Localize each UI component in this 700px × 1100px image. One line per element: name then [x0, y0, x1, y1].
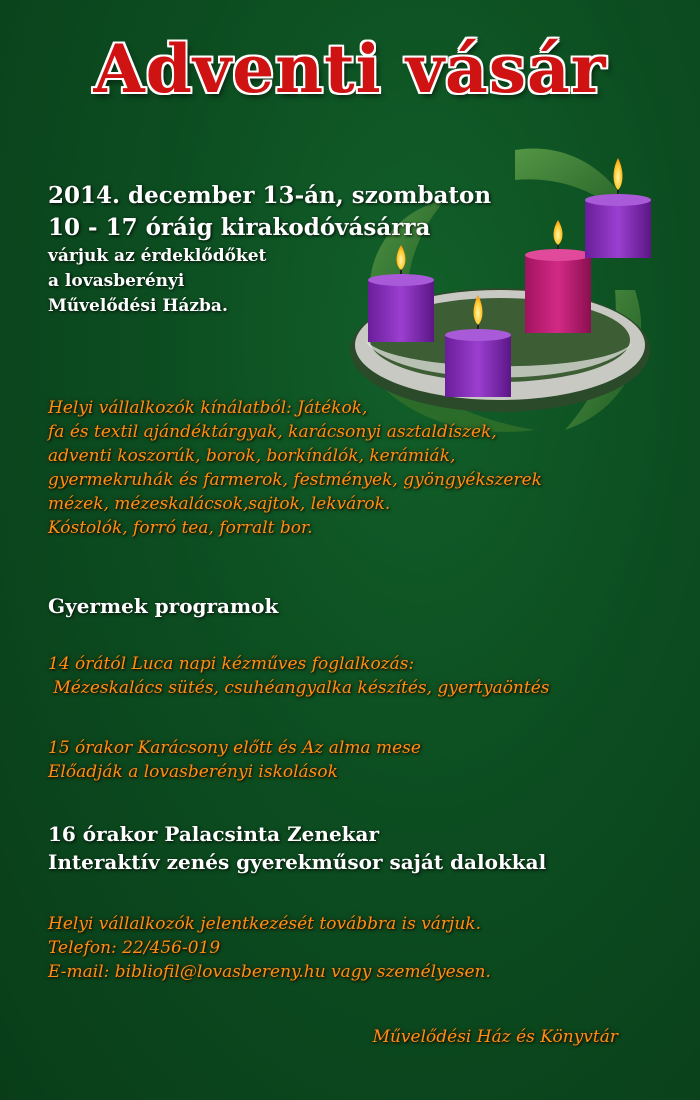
program-alma-mese — [48, 736, 421, 784]
offer-line: gyermekruhák és farmerok, festmények, gyöngyékszerek — [48, 470, 542, 490]
program-luca — [48, 652, 550, 700]
event-info — [48, 180, 491, 319]
program-line: 14 órától Luca napi kézműves foglalkozás: — [48, 654, 415, 674]
event-date: 2014. december 13-án, szombaton — [48, 182, 492, 209]
poster-title: Adventi vásár — [93, 30, 607, 108]
invite-line: Művelődési Házba. — [48, 296, 228, 316]
offer-line: Kóstolók, forró tea, forralt bor. — [48, 518, 313, 538]
offer-line: mézek, mézeskalácsok,sajtok, lekvárok. — [48, 494, 391, 514]
program-line: 16 órakor Palacsinta Zenekar — [48, 822, 380, 846]
signature: Művelődési Ház és Könyvtár — [372, 1027, 618, 1047]
invite-line: várjuk az érdeklődőket — [48, 246, 267, 266]
kids-heading: Gyermek programok — [48, 594, 279, 618]
offer-line: fa és textil ajándéktárgyak, karácsonyi asztaldíszek, — [48, 422, 497, 442]
offer-line: adventi koszorúk, borok, borkínálók, kerámiák, — [48, 446, 456, 466]
program-zenekar — [48, 820, 546, 876]
program-line: Előadják a lovasberényi iskolások — [48, 762, 338, 782]
contact-info — [48, 912, 491, 984]
offer-list — [48, 396, 542, 540]
invite-line: a lovasberényi — [48, 271, 185, 291]
event-time: 10 - 17 óráig kirakodóvásárra — [48, 214, 431, 241]
contact-line: Helyi vállalkozók jelentkezését továbbra is várjuk. — [48, 914, 481, 934]
email-line: E-mail: bibliofil@lovasbereny.hu vagy személyesen. — [48, 962, 491, 982]
program-line: Mézeskalács sütés, csuhéangyalka készítés, gyertyaöntés — [48, 678, 550, 698]
program-line: Interaktív zenés gyerekműsor saját dalokkal — [48, 850, 547, 874]
phone-line: Telefon: 22/456-019 — [48, 938, 221, 958]
offer-line: Helyi vállalkozók kínálatból: Játékok, — [48, 398, 368, 418]
program-line: 15 órakor Karácsony előtt és Az alma mese — [48, 738, 421, 758]
